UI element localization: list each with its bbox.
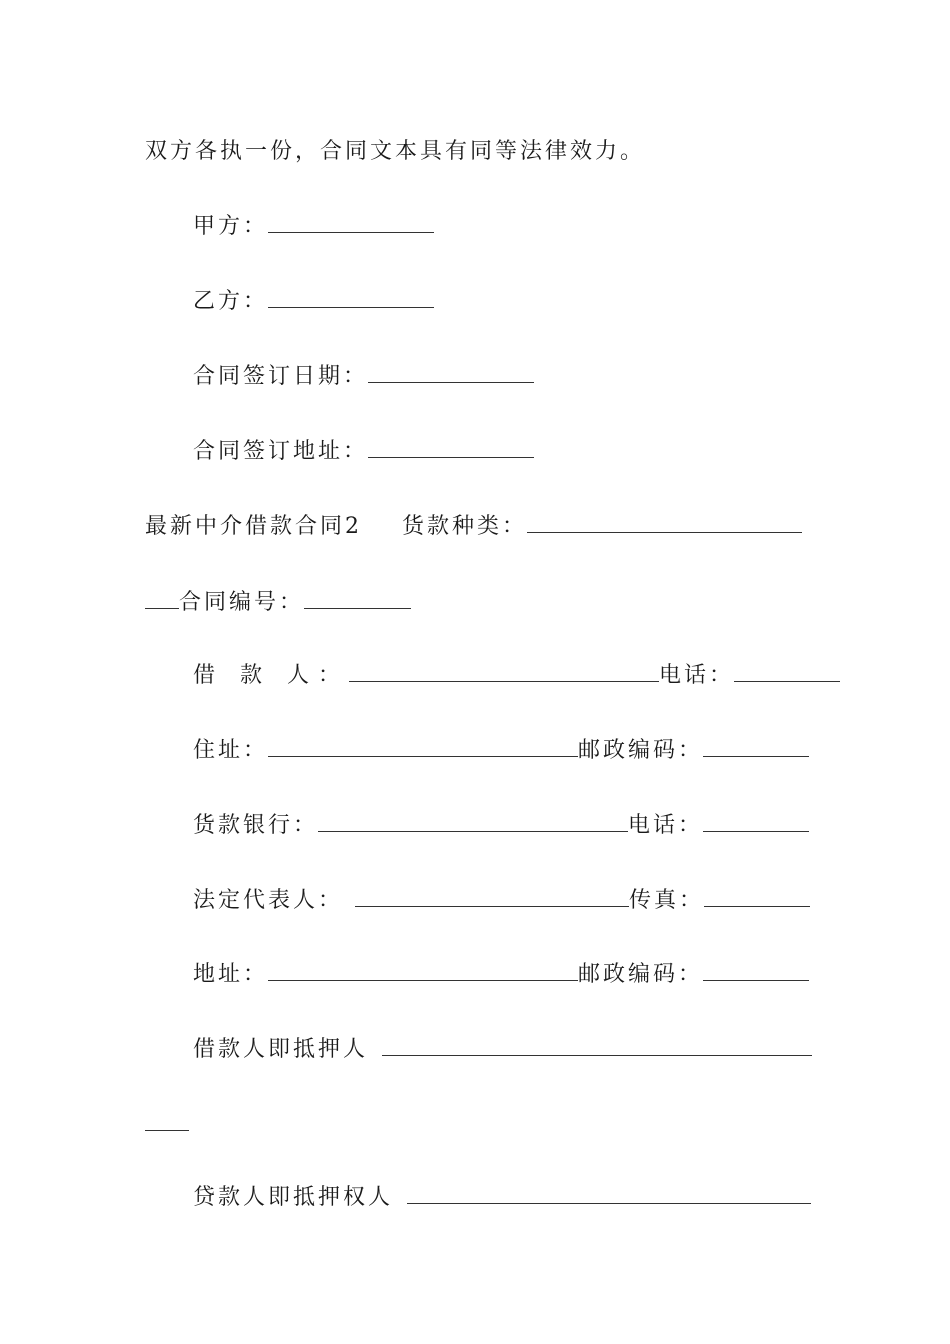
blank-legal-rep[interactable] — [355, 886, 629, 907]
blank-borrower[interactable] — [349, 661, 659, 682]
blank-mortgagee[interactable] — [407, 1183, 811, 1204]
blank-mortgagor-cont[interactable] — [145, 1110, 189, 1131]
label-legal-rep: 法定代表人： — [193, 888, 344, 913]
blank-address-1[interactable] — [268, 736, 578, 757]
label-phone-2: 电话： — [628, 813, 704, 838]
field-contract-no — [145, 588, 411, 618]
field-borrower — [193, 661, 840, 691]
blank-loan-type[interactable] — [527, 512, 802, 533]
blank-party-a[interactable] — [268, 212, 434, 233]
blank-phone-2[interactable] — [703, 811, 809, 832]
blank-loan-type-cont[interactable] — [145, 588, 179, 609]
label-fax: 传真： — [629, 888, 705, 913]
field-lender-bank — [193, 811, 809, 841]
blank-sign-date[interactable] — [368, 362, 534, 383]
label-postcode-2: 邮政编码： — [578, 962, 704, 987]
label-address-1: 住址： — [193, 738, 269, 763]
label-sign-address: 合同签订地址： — [193, 439, 369, 464]
label-mortgagee: 贷款人即抵押权人 — [193, 1185, 394, 1210]
field-sign-date — [193, 362, 534, 392]
blank-mortgagor[interactable] — [382, 1035, 812, 1056]
label-contract-no: 合同编号： — [179, 590, 305, 615]
field-title-loan-type — [145, 512, 802, 542]
blank-fax[interactable] — [704, 886, 810, 907]
field-mortgagor-cont — [145, 1110, 189, 1140]
label-loan-type: 货款种类： — [402, 514, 528, 539]
field-mortgagor — [193, 1035, 812, 1065]
field-legal-rep — [193, 886, 810, 916]
blank-lender-bank[interactable] — [318, 811, 628, 832]
blank-postcode-1[interactable] — [703, 736, 809, 757]
contract-title: 最新中介借款合同2 — [145, 514, 362, 539]
label-phone-1: 电话： — [659, 663, 735, 688]
label-lender-bank: 货款银行： — [193, 813, 319, 838]
field-address-2 — [193, 960, 809, 990]
blank-party-b[interactable] — [268, 287, 434, 308]
field-party-a — [193, 212, 434, 242]
text-line-copies — [145, 137, 645, 167]
blank-phone-1[interactable] — [734, 661, 840, 682]
blank-sign-address[interactable] — [368, 437, 534, 458]
label-sign-date: 合同签订日期： — [193, 364, 369, 389]
blank-address-2[interactable] — [268, 960, 578, 981]
label-mortgagor: 借款人即抵押人 — [193, 1037, 369, 1062]
field-sign-address — [193, 437, 534, 467]
label-party-a: 甲方： — [193, 214, 269, 239]
field-address-1 — [193, 736, 809, 766]
label-borrower: 借 款 人： — [193, 663, 349, 688]
field-mortgagee — [193, 1183, 811, 1213]
label-postcode-1: 邮政编码： — [578, 738, 704, 763]
label-party-b: 乙方： — [193, 289, 269, 314]
blank-contract-no[interactable] — [304, 588, 411, 609]
blank-postcode-2[interactable] — [703, 960, 809, 981]
field-party-b — [193, 287, 434, 317]
label-address-2: 地址： — [193, 962, 269, 987]
text-copies: 双方各执一份，合同文本具有同等法律效力。 — [145, 139, 646, 164]
